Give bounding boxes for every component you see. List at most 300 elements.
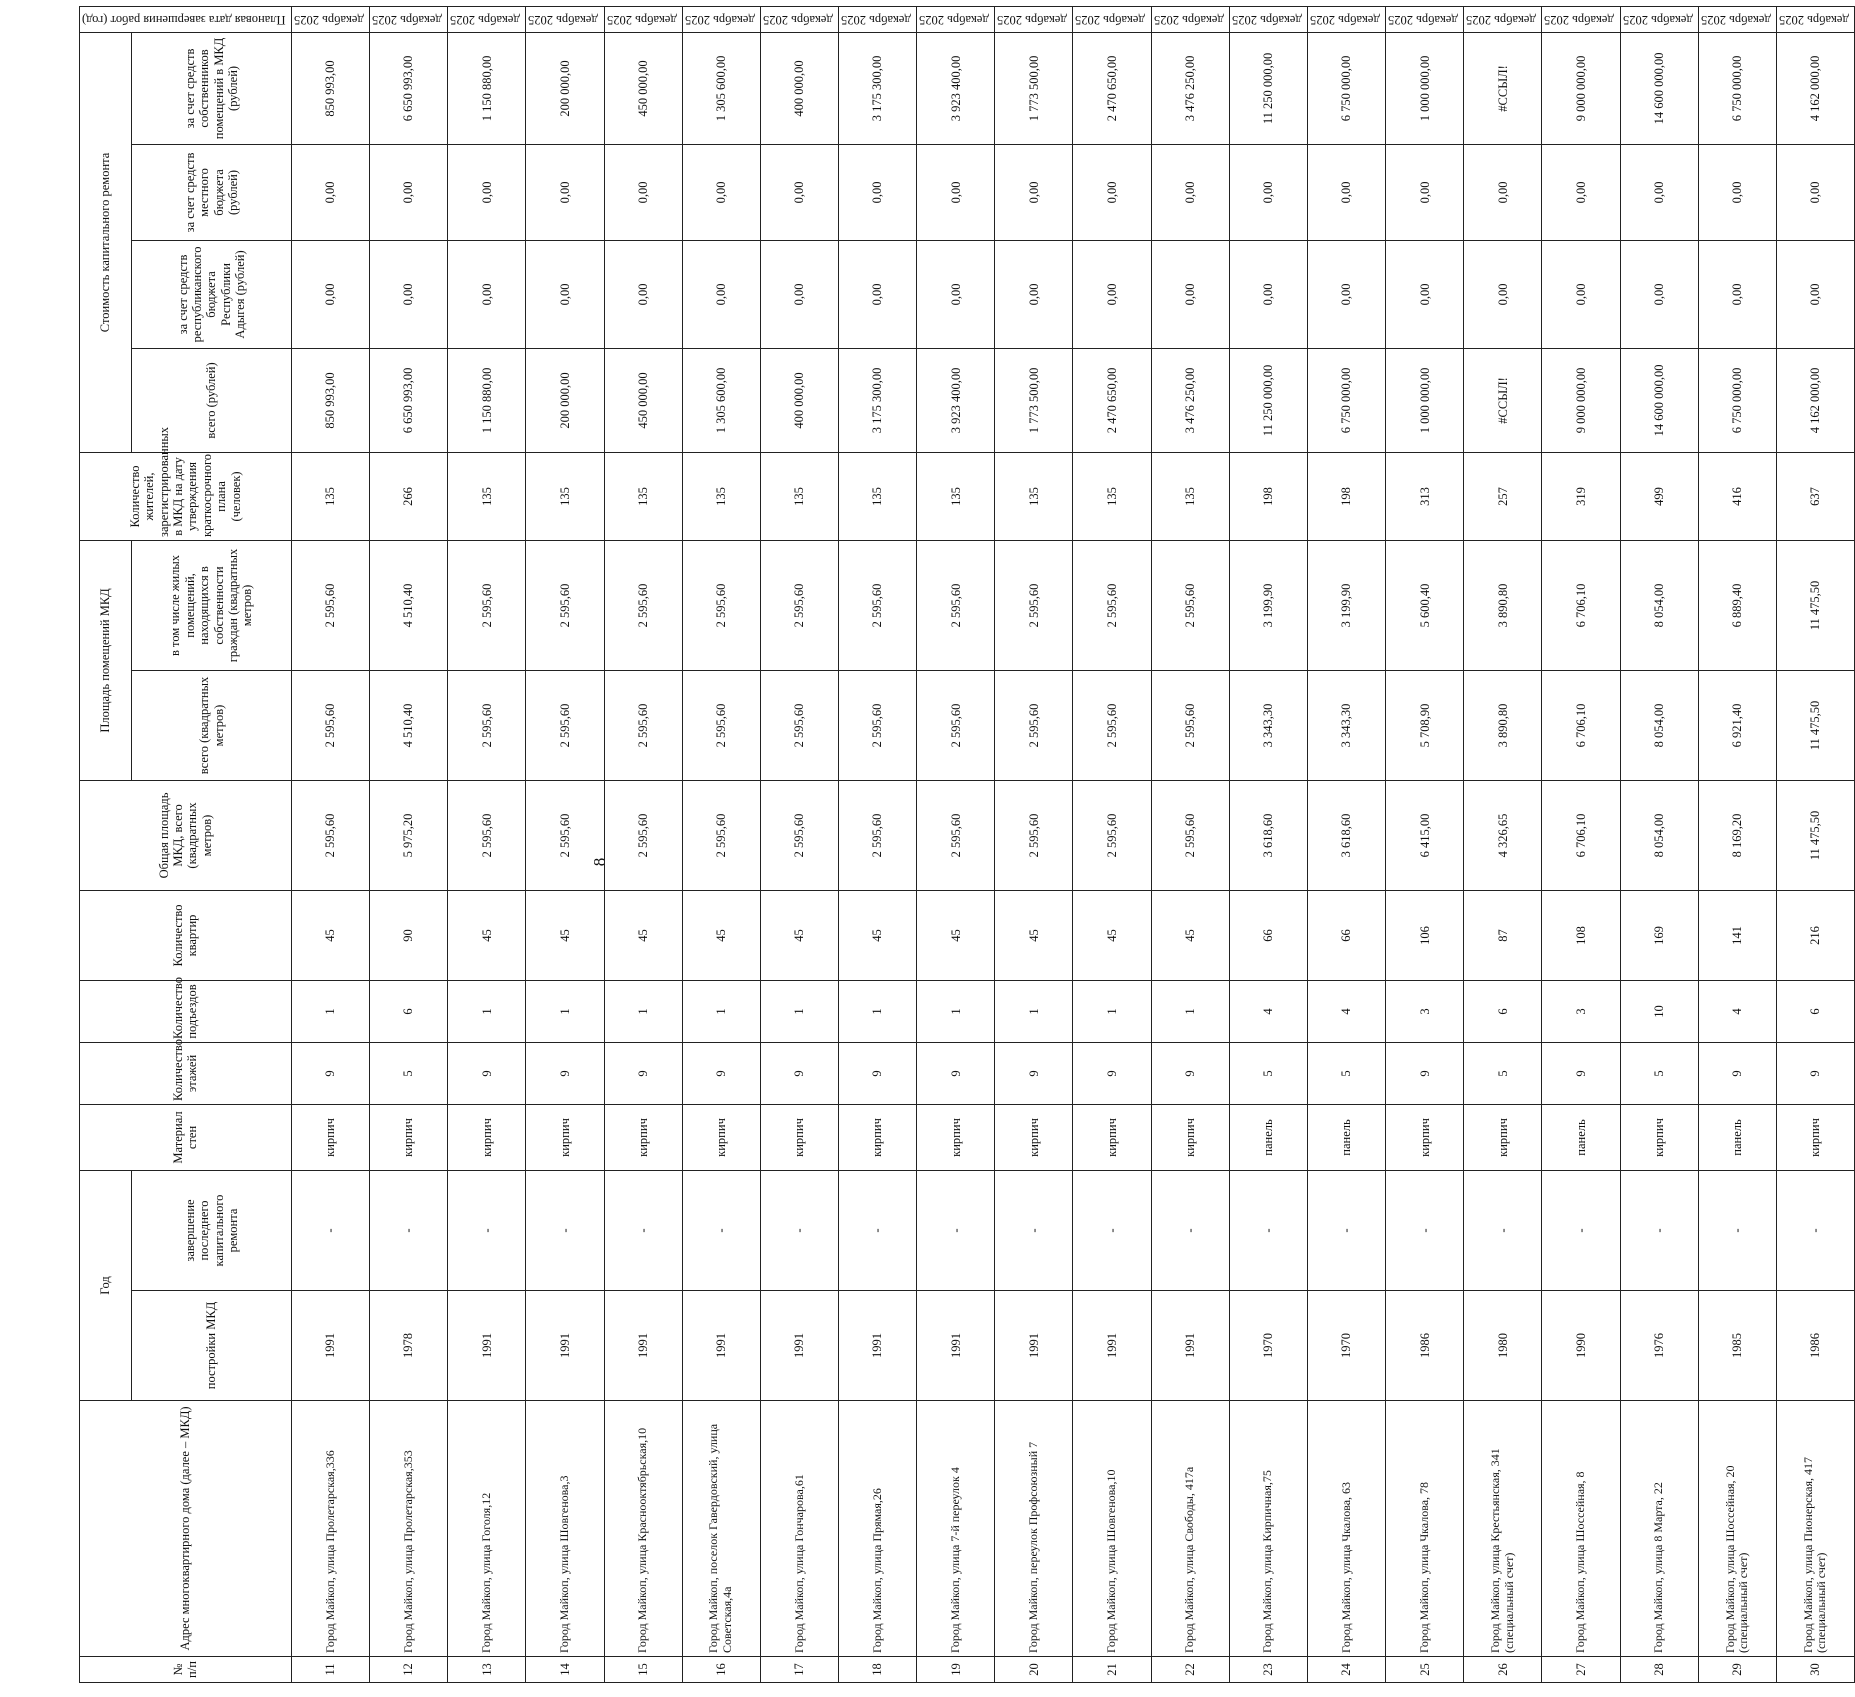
row-premises-total: 11 475,50 xyxy=(1776,670,1854,780)
row-total-area: 2 595,60 xyxy=(291,780,369,890)
table-row xyxy=(526,6,604,1682)
row-wall-material: кирпич xyxy=(1464,1104,1542,1170)
row-residents: 135 xyxy=(1151,452,1229,540)
row-cost-republic: 0,00 xyxy=(1620,240,1698,348)
row-cost-total: 200 000,00 xyxy=(526,348,604,452)
row-number: 14 xyxy=(526,1657,604,1683)
row-year-repair: - xyxy=(526,1170,604,1290)
table-row xyxy=(1229,6,1307,1682)
row-apartments: 45 xyxy=(995,890,1073,980)
header-year-built: постройки МКД xyxy=(132,1291,292,1401)
table-row xyxy=(760,6,838,1682)
row-floors: 9 xyxy=(917,1042,995,1104)
row-floors: 5 xyxy=(1464,1042,1542,1104)
row-planned-date xyxy=(1386,6,1464,32)
row-entrances: 1 xyxy=(526,980,604,1042)
row-year-repair: - xyxy=(1620,1170,1698,1290)
row-year-built: 1991 xyxy=(839,1291,917,1401)
row-year-built: 1970 xyxy=(1307,1291,1385,1401)
row-planned-date xyxy=(1464,6,1542,32)
row-year-repair: - xyxy=(917,1170,995,1290)
row-year-built: 1985 xyxy=(1698,1291,1776,1401)
table-row xyxy=(839,6,917,1682)
row-year-repair: - xyxy=(1776,1170,1854,1290)
row-planned-date xyxy=(1307,6,1385,32)
row-planned-date xyxy=(1073,6,1151,32)
row-cost-total: 3 476 250,00 xyxy=(1151,348,1229,452)
row-planned-date-text: декабрь 2025 xyxy=(762,12,833,27)
row-premises-owned: 2 595,60 xyxy=(917,540,995,670)
row-premises-total: 2 595,60 xyxy=(291,670,369,780)
row-cost-local: 0,00 xyxy=(1386,144,1464,240)
row-year-repair: - xyxy=(1151,1170,1229,1290)
row-wall-material: кирпич xyxy=(760,1104,838,1170)
row-year-built: 1991 xyxy=(995,1291,1073,1401)
row-floors: 9 xyxy=(1073,1042,1151,1104)
row-entrances: 1 xyxy=(995,980,1073,1042)
row-address: Город Майкоп, улица Кирпичная,75 xyxy=(1229,1401,1307,1657)
table-row xyxy=(1620,6,1698,1682)
row-cost-total: 6 650 993,00 xyxy=(370,348,448,452)
row-cost-owners: 400 000,00 xyxy=(760,32,838,144)
row-premises-owned: 2 595,60 xyxy=(760,540,838,670)
row-premises-owned: 8 054,00 xyxy=(1620,540,1698,670)
row-address: Город Майкоп, улица Шовгенова,10 xyxy=(1073,1401,1151,1657)
row-total-area: 6 415,00 xyxy=(1386,780,1464,890)
row-wall-material: кирпич xyxy=(291,1104,369,1170)
row-premises-total: 3 890,80 xyxy=(1464,670,1542,780)
row-cost-republic: 0,00 xyxy=(1542,240,1620,348)
table-row xyxy=(370,6,448,1682)
row-number: 19 xyxy=(917,1657,995,1683)
table-row xyxy=(1151,6,1229,1682)
row-wall-material: кирпич xyxy=(917,1104,995,1170)
row-address: Город Майкоп, улица 7-й переулок 4 xyxy=(917,1401,995,1657)
table-row xyxy=(1386,6,1464,1682)
row-planned-date xyxy=(682,6,760,32)
row-cost-total: 1 305 600,00 xyxy=(682,348,760,452)
row-number: 26 xyxy=(1464,1657,1542,1683)
row-total-area: 2 595,60 xyxy=(604,780,682,890)
table-row xyxy=(1073,6,1151,1682)
row-cost-republic: 0,00 xyxy=(1307,240,1385,348)
row-year-built: 1986 xyxy=(1776,1291,1854,1401)
row-entrances: 3 xyxy=(1386,980,1464,1042)
row-wall-material: кирпич xyxy=(448,1104,526,1170)
row-cost-local: 0,00 xyxy=(1464,144,1542,240)
row-planned-date-text: декабрь 2025 xyxy=(1153,12,1224,27)
row-premises-owned: 3 199,90 xyxy=(1229,540,1307,670)
header-address: Адрес многоквартирного дома (далее – МКД) xyxy=(80,1401,292,1657)
row-number: 29 xyxy=(1698,1657,1776,1683)
row-residents: 135 xyxy=(917,452,995,540)
row-cost-republic: 0,00 xyxy=(1698,240,1776,348)
row-cost-local: 0,00 xyxy=(1698,144,1776,240)
row-cost-local: 0,00 xyxy=(1307,144,1385,240)
row-wall-material: кирпич xyxy=(995,1104,1073,1170)
row-year-repair: - xyxy=(370,1170,448,1290)
row-year-repair: - xyxy=(1386,1170,1464,1290)
header-cost-owners: за счет средств собственников помещений в МКД (рублей) xyxy=(132,32,292,144)
row-cost-republic: 0,00 xyxy=(1073,240,1151,348)
row-apartments: 106 xyxy=(1386,890,1464,980)
row-year-built: 1991 xyxy=(1151,1291,1229,1401)
row-year-built: 1991 xyxy=(917,1291,995,1401)
row-wall-material: кирпич xyxy=(1151,1104,1229,1170)
row-year-built: 1991 xyxy=(682,1291,760,1401)
row-entrances: 1 xyxy=(760,980,838,1042)
row-floors: 9 xyxy=(995,1042,1073,1104)
row-residents: 135 xyxy=(1073,452,1151,540)
row-cost-republic: 0,00 xyxy=(839,240,917,348)
row-address: Город Майкоп, улица Краснооктябрьская,10 xyxy=(604,1401,682,1657)
row-year-built: 1986 xyxy=(1386,1291,1464,1401)
row-premises-total: 2 595,60 xyxy=(995,670,1073,780)
row-address: Город Майкоп, улица Шоссейная, 8 xyxy=(1542,1401,1620,1657)
row-wall-material: кирпич xyxy=(526,1104,604,1170)
row-number: 20 xyxy=(995,1657,1073,1683)
row-wall-material: кирпич xyxy=(370,1104,448,1170)
row-cost-republic: 0,00 xyxy=(604,240,682,348)
row-premises-owned: 3 199,90 xyxy=(1307,540,1385,670)
table-row xyxy=(448,6,526,1682)
table-row xyxy=(995,6,1073,1682)
row-apartments: 216 xyxy=(1776,890,1854,980)
row-planned-date xyxy=(760,6,838,32)
row-total-area: 4 326,65 xyxy=(1464,780,1542,890)
row-residents: 313 xyxy=(1386,452,1464,540)
row-planned-date-text: декабрь 2025 xyxy=(528,12,599,27)
row-planned-date xyxy=(839,6,917,32)
table-row xyxy=(1542,6,1620,1682)
row-cost-republic: 0,00 xyxy=(917,240,995,348)
row-planned-date xyxy=(1542,6,1620,32)
row-planned-date xyxy=(291,6,369,32)
table-row xyxy=(604,6,682,1682)
row-cost-local: 0,00 xyxy=(1620,144,1698,240)
row-cost-total: 3 175 300,00 xyxy=(839,348,917,452)
row-entrances: 1 xyxy=(917,980,995,1042)
row-year-repair: - xyxy=(1698,1170,1776,1290)
row-premises-total: 2 595,60 xyxy=(917,670,995,780)
row-year-built: 1970 xyxy=(1229,1291,1307,1401)
row-total-area: 6 706,10 xyxy=(1542,780,1620,890)
row-total-area: 2 595,60 xyxy=(526,780,604,890)
row-apartments: 45 xyxy=(1151,890,1229,980)
row-number: 12 xyxy=(370,1657,448,1683)
table-row xyxy=(682,6,760,1682)
row-address: Город Майкоп, переулок Профсоюзный 7 xyxy=(995,1401,1073,1657)
row-total-area: 11 475,50 xyxy=(1776,780,1854,890)
header-wall: Материал стен xyxy=(80,1104,292,1170)
header-planned-date-text: Плановая дата завершения работ (год) xyxy=(82,12,286,27)
row-number: 18 xyxy=(839,1657,917,1683)
row-address: Город Майкоп, улица Прямая,26 xyxy=(839,1401,917,1657)
row-planned-date xyxy=(917,6,995,32)
row-year-built: 1990 xyxy=(1542,1291,1620,1401)
row-total-area: 2 595,60 xyxy=(1073,780,1151,890)
row-apartments: 108 xyxy=(1542,890,1620,980)
row-apartments: 45 xyxy=(839,890,917,980)
row-year-built: 1980 xyxy=(1464,1291,1542,1401)
row-planned-date-text: декабрь 2025 xyxy=(1309,12,1380,27)
row-year-built: 1991 xyxy=(526,1291,604,1401)
row-planned-date-text: декабрь 2025 xyxy=(450,12,521,27)
table-row xyxy=(291,6,369,1682)
table-row xyxy=(1776,6,1854,1682)
row-cost-local: 0,00 xyxy=(839,144,917,240)
header-premises-area: Площадь помещений МКД xyxy=(80,540,132,780)
row-residents: 499 xyxy=(1620,452,1698,540)
row-planned-date-text: декабрь 2025 xyxy=(1778,12,1849,27)
row-year-repair: - xyxy=(760,1170,838,1290)
row-cost-local: 0,00 xyxy=(604,144,682,240)
row-entrances: 1 xyxy=(682,980,760,1042)
row-year-built: 1991 xyxy=(760,1291,838,1401)
header-cost-total: всего (рублей) xyxy=(132,348,292,452)
row-floors: 5 xyxy=(370,1042,448,1104)
row-cost-total: 14 600 000,00 xyxy=(1620,348,1698,452)
row-year-repair: - xyxy=(682,1170,760,1290)
row-floors: 9 xyxy=(1151,1042,1229,1104)
row-premises-owned: 5 600,40 xyxy=(1386,540,1464,670)
row-entrances: 1 xyxy=(291,980,369,1042)
row-cost-local: 0,00 xyxy=(1151,144,1229,240)
row-address: Город Майкоп, улица Пионерская, 417 (специальный счет) xyxy=(1776,1401,1854,1657)
row-planned-date-text: декабрь 2025 xyxy=(1544,12,1615,27)
row-planned-date xyxy=(1776,6,1854,32)
row-apartments: 45 xyxy=(682,890,760,980)
row-year-repair: - xyxy=(1229,1170,1307,1290)
row-entrances: 6 xyxy=(370,980,448,1042)
row-address: Город Майкоп, улица Шоссейная, 20 (специальный счет) xyxy=(1698,1401,1776,1657)
row-cost-owners: 6 750 000,00 xyxy=(1698,32,1776,144)
row-cost-total: 850 993,00 xyxy=(291,348,369,452)
header-premises-owned: в том числе жилых помещений, находящихся в собственности граждан (квадратных метров) xyxy=(132,540,292,670)
row-cost-owners: 11 250 000,00 xyxy=(1229,32,1307,144)
row-cost-owners: 6 750 000,00 xyxy=(1307,32,1385,144)
row-cost-local: 0,00 xyxy=(526,144,604,240)
row-total-area: 2 595,60 xyxy=(839,780,917,890)
row-number: 21 xyxy=(1073,1657,1151,1683)
row-premises-owned: 2 595,60 xyxy=(682,540,760,670)
row-wall-material: панель xyxy=(1698,1104,1776,1170)
row-cost-republic: 0,00 xyxy=(291,240,369,348)
header-floors: Количество этажей xyxy=(80,1042,292,1104)
row-number: 24 xyxy=(1307,1657,1385,1683)
row-year-built: 1991 xyxy=(1073,1291,1151,1401)
row-premises-total: 2 595,60 xyxy=(760,670,838,780)
row-cost-republic: 0,00 xyxy=(448,240,526,348)
row-cost-total: 1 773 500,00 xyxy=(995,348,1073,452)
row-cost-total: 1 000 000,00 xyxy=(1386,348,1464,452)
row-cost-owners: 450 000,00 xyxy=(604,32,682,144)
row-number: 11 xyxy=(291,1657,369,1683)
row-cost-owners: 2 470 650,00 xyxy=(1073,32,1151,144)
row-residents: 198 xyxy=(1229,452,1307,540)
row-year-built: 1991 xyxy=(604,1291,682,1401)
row-cost-total: 1 150 880,00 xyxy=(448,348,526,452)
row-premises-owned: 2 595,60 xyxy=(526,540,604,670)
row-planned-date-text: декабрь 2025 xyxy=(1466,12,1537,27)
row-entrances: 1 xyxy=(1151,980,1229,1042)
row-cost-republic: 0,00 xyxy=(1776,240,1854,348)
row-premises-owned: 2 595,60 xyxy=(448,540,526,670)
row-cost-owners: 1 305 600,00 xyxy=(682,32,760,144)
row-cost-owners: 1 773 500,00 xyxy=(995,32,1073,144)
row-number: 13 xyxy=(448,1657,526,1683)
row-apartments: 45 xyxy=(917,890,995,980)
row-cost-total: 2 470 650,00 xyxy=(1073,348,1151,452)
row-floors: 9 xyxy=(1542,1042,1620,1104)
row-entrances: 1 xyxy=(1073,980,1151,1042)
row-number: 23 xyxy=(1229,1657,1307,1683)
row-floors: 9 xyxy=(682,1042,760,1104)
row-premises-owned: 6 889,40 xyxy=(1698,540,1776,670)
header-cost: Стоимость капитального ремонта xyxy=(80,32,132,452)
row-premises-owned: 3 890,80 xyxy=(1464,540,1542,670)
row-apartments: 141 xyxy=(1698,890,1776,980)
row-address: Город Майкоп, улица Гончарова,61 xyxy=(760,1401,838,1657)
row-planned-date-text: декабрь 2025 xyxy=(1622,12,1693,27)
row-year-repair: - xyxy=(1464,1170,1542,1290)
row-cost-local: 0,00 xyxy=(682,144,760,240)
row-year-repair: - xyxy=(448,1170,526,1290)
row-floors: 5 xyxy=(1229,1042,1307,1104)
row-wall-material: кирпич xyxy=(604,1104,682,1170)
row-cost-total: 3 923 400,00 xyxy=(917,348,995,452)
row-residents: 319 xyxy=(1542,452,1620,540)
row-entrances: 4 xyxy=(1307,980,1385,1042)
table-row xyxy=(917,6,995,1682)
row-total-area: 2 595,60 xyxy=(448,780,526,890)
row-cost-republic: 0,00 xyxy=(370,240,448,348)
row-cost-local: 0,00 xyxy=(1776,144,1854,240)
row-cost-owners: 14 600 000,00 xyxy=(1620,32,1698,144)
row-residents: 135 xyxy=(526,452,604,540)
row-apartments: 90 xyxy=(370,890,448,980)
row-planned-date-text: декабрь 2025 xyxy=(841,12,911,27)
row-premises-owned: 4 510,40 xyxy=(370,540,448,670)
row-cost-owners: 6 650 993,00 xyxy=(370,32,448,144)
row-floors: 9 xyxy=(1386,1042,1464,1104)
row-cost-owners: 4 162 000,00 xyxy=(1776,32,1854,144)
row-planned-date xyxy=(1620,6,1698,32)
row-cost-local: 0,00 xyxy=(995,144,1073,240)
header-year-repair: завершение последнего капитального ремонта xyxy=(132,1170,292,1290)
row-premises-owned: 2 595,60 xyxy=(291,540,369,670)
row-floors: 9 xyxy=(604,1042,682,1104)
row-cost-total: 400 000,00 xyxy=(760,348,838,452)
row-address: Город Майкоп, поселок Гавердовский, улица Советская,4а xyxy=(682,1401,760,1657)
row-planned-date xyxy=(526,6,604,32)
row-address: Город Майкоп, улица Чкалова, 63 xyxy=(1307,1401,1385,1657)
row-wall-material: панель xyxy=(1229,1104,1307,1170)
row-total-area: 8 169,20 xyxy=(1698,780,1776,890)
header-planned-date xyxy=(80,6,292,32)
row-total-area: 2 595,60 xyxy=(995,780,1073,890)
row-premises-total: 2 595,60 xyxy=(448,670,526,780)
row-year-repair: - xyxy=(839,1170,917,1290)
row-cost-local: 0,00 xyxy=(760,144,838,240)
row-premises-owned: 2 595,60 xyxy=(604,540,682,670)
row-wall-material: кирпич xyxy=(1776,1104,1854,1170)
row-cost-republic: 0,00 xyxy=(1151,240,1229,348)
row-cost-local: 0,00 xyxy=(448,144,526,240)
row-premises-total: 6 921,40 xyxy=(1698,670,1776,780)
row-cost-local: 0,00 xyxy=(291,144,369,240)
row-cost-republic: 0,00 xyxy=(526,240,604,348)
row-apartments: 45 xyxy=(604,890,682,980)
row-year-repair: - xyxy=(1073,1170,1151,1290)
row-total-area: 5 975,20 xyxy=(370,780,448,890)
row-premises-total: 5 708,90 xyxy=(1386,670,1464,780)
row-apartments: 66 xyxy=(1307,890,1385,980)
row-premises-owned: 6 706,10 xyxy=(1542,540,1620,670)
row-premises-owned: 2 595,60 xyxy=(995,540,1073,670)
header-cost-local: за счет средств местного бюджета (рублей) xyxy=(132,144,292,240)
row-number: 22 xyxy=(1151,1657,1229,1683)
row-cost-total: 6 750 000,00 xyxy=(1698,348,1776,452)
row-apartments: 87 xyxy=(1464,890,1542,980)
row-floors: 9 xyxy=(1776,1042,1854,1104)
row-number: 27 xyxy=(1542,1657,1620,1683)
header-year: Год xyxy=(80,1170,132,1400)
row-total-area: 3 618,60 xyxy=(1229,780,1307,890)
row-planned-date-text: декабрь 2025 xyxy=(997,12,1068,27)
row-residents: 135 xyxy=(448,452,526,540)
row-cost-owners: 3 175 300,00 xyxy=(839,32,917,144)
row-premises-owned: 2 595,60 xyxy=(1073,540,1151,670)
row-address: Город Майкоп, улица Шовгенова,3 xyxy=(526,1401,604,1657)
row-address: Город Майкоп, улица Крестьянская, 341 (специальный счет) xyxy=(1464,1401,1542,1657)
row-residents: 257 xyxy=(1464,452,1542,540)
row-premises-total: 3 343,30 xyxy=(1307,670,1385,780)
row-total-area: 2 595,60 xyxy=(760,780,838,890)
row-number: 25 xyxy=(1386,1657,1464,1683)
row-residents: 135 xyxy=(682,452,760,540)
row-cost-total: 4 162 000,00 xyxy=(1776,348,1854,452)
header-residents: Количество жителей, зарегистрированных в МКД на дату утверждения краткосрочного плана (человек) xyxy=(80,452,292,540)
row-entrances: 6 xyxy=(1776,980,1854,1042)
row-address: Город Майкоп, улица Гоголя,12 xyxy=(448,1401,526,1657)
row-entrances: 1 xyxy=(448,980,526,1042)
row-premises-total: 2 595,60 xyxy=(682,670,760,780)
row-number: 30 xyxy=(1776,1657,1854,1683)
row-address: Город Майкоп, улица Пролетарская,336 xyxy=(291,1401,369,1657)
row-planned-date xyxy=(995,6,1073,32)
capital-repair-table xyxy=(79,6,1855,1683)
row-apartments: 169 xyxy=(1620,890,1698,980)
row-planned-date xyxy=(604,6,682,32)
row-premises-total: 6 706,10 xyxy=(1542,670,1620,780)
row-cost-total: 11 250 000,00 xyxy=(1229,348,1307,452)
row-residents: 135 xyxy=(604,452,682,540)
row-floors: 9 xyxy=(760,1042,838,1104)
row-cost-local: 0,00 xyxy=(1073,144,1151,240)
row-cost-local: 0,00 xyxy=(1229,144,1307,240)
row-premises-total: 4 510,40 xyxy=(370,670,448,780)
row-apartments: 66 xyxy=(1229,890,1307,980)
row-entrances: 1 xyxy=(839,980,917,1042)
row-residents: 135 xyxy=(760,452,838,540)
row-premises-total: 2 595,60 xyxy=(839,670,917,780)
row-number: 17 xyxy=(760,1657,838,1683)
row-premises-owned: 2 595,60 xyxy=(1151,540,1229,670)
row-premises-total: 2 595,60 xyxy=(1151,670,1229,780)
row-floors: 9 xyxy=(448,1042,526,1104)
row-entrances: 3 xyxy=(1542,980,1620,1042)
